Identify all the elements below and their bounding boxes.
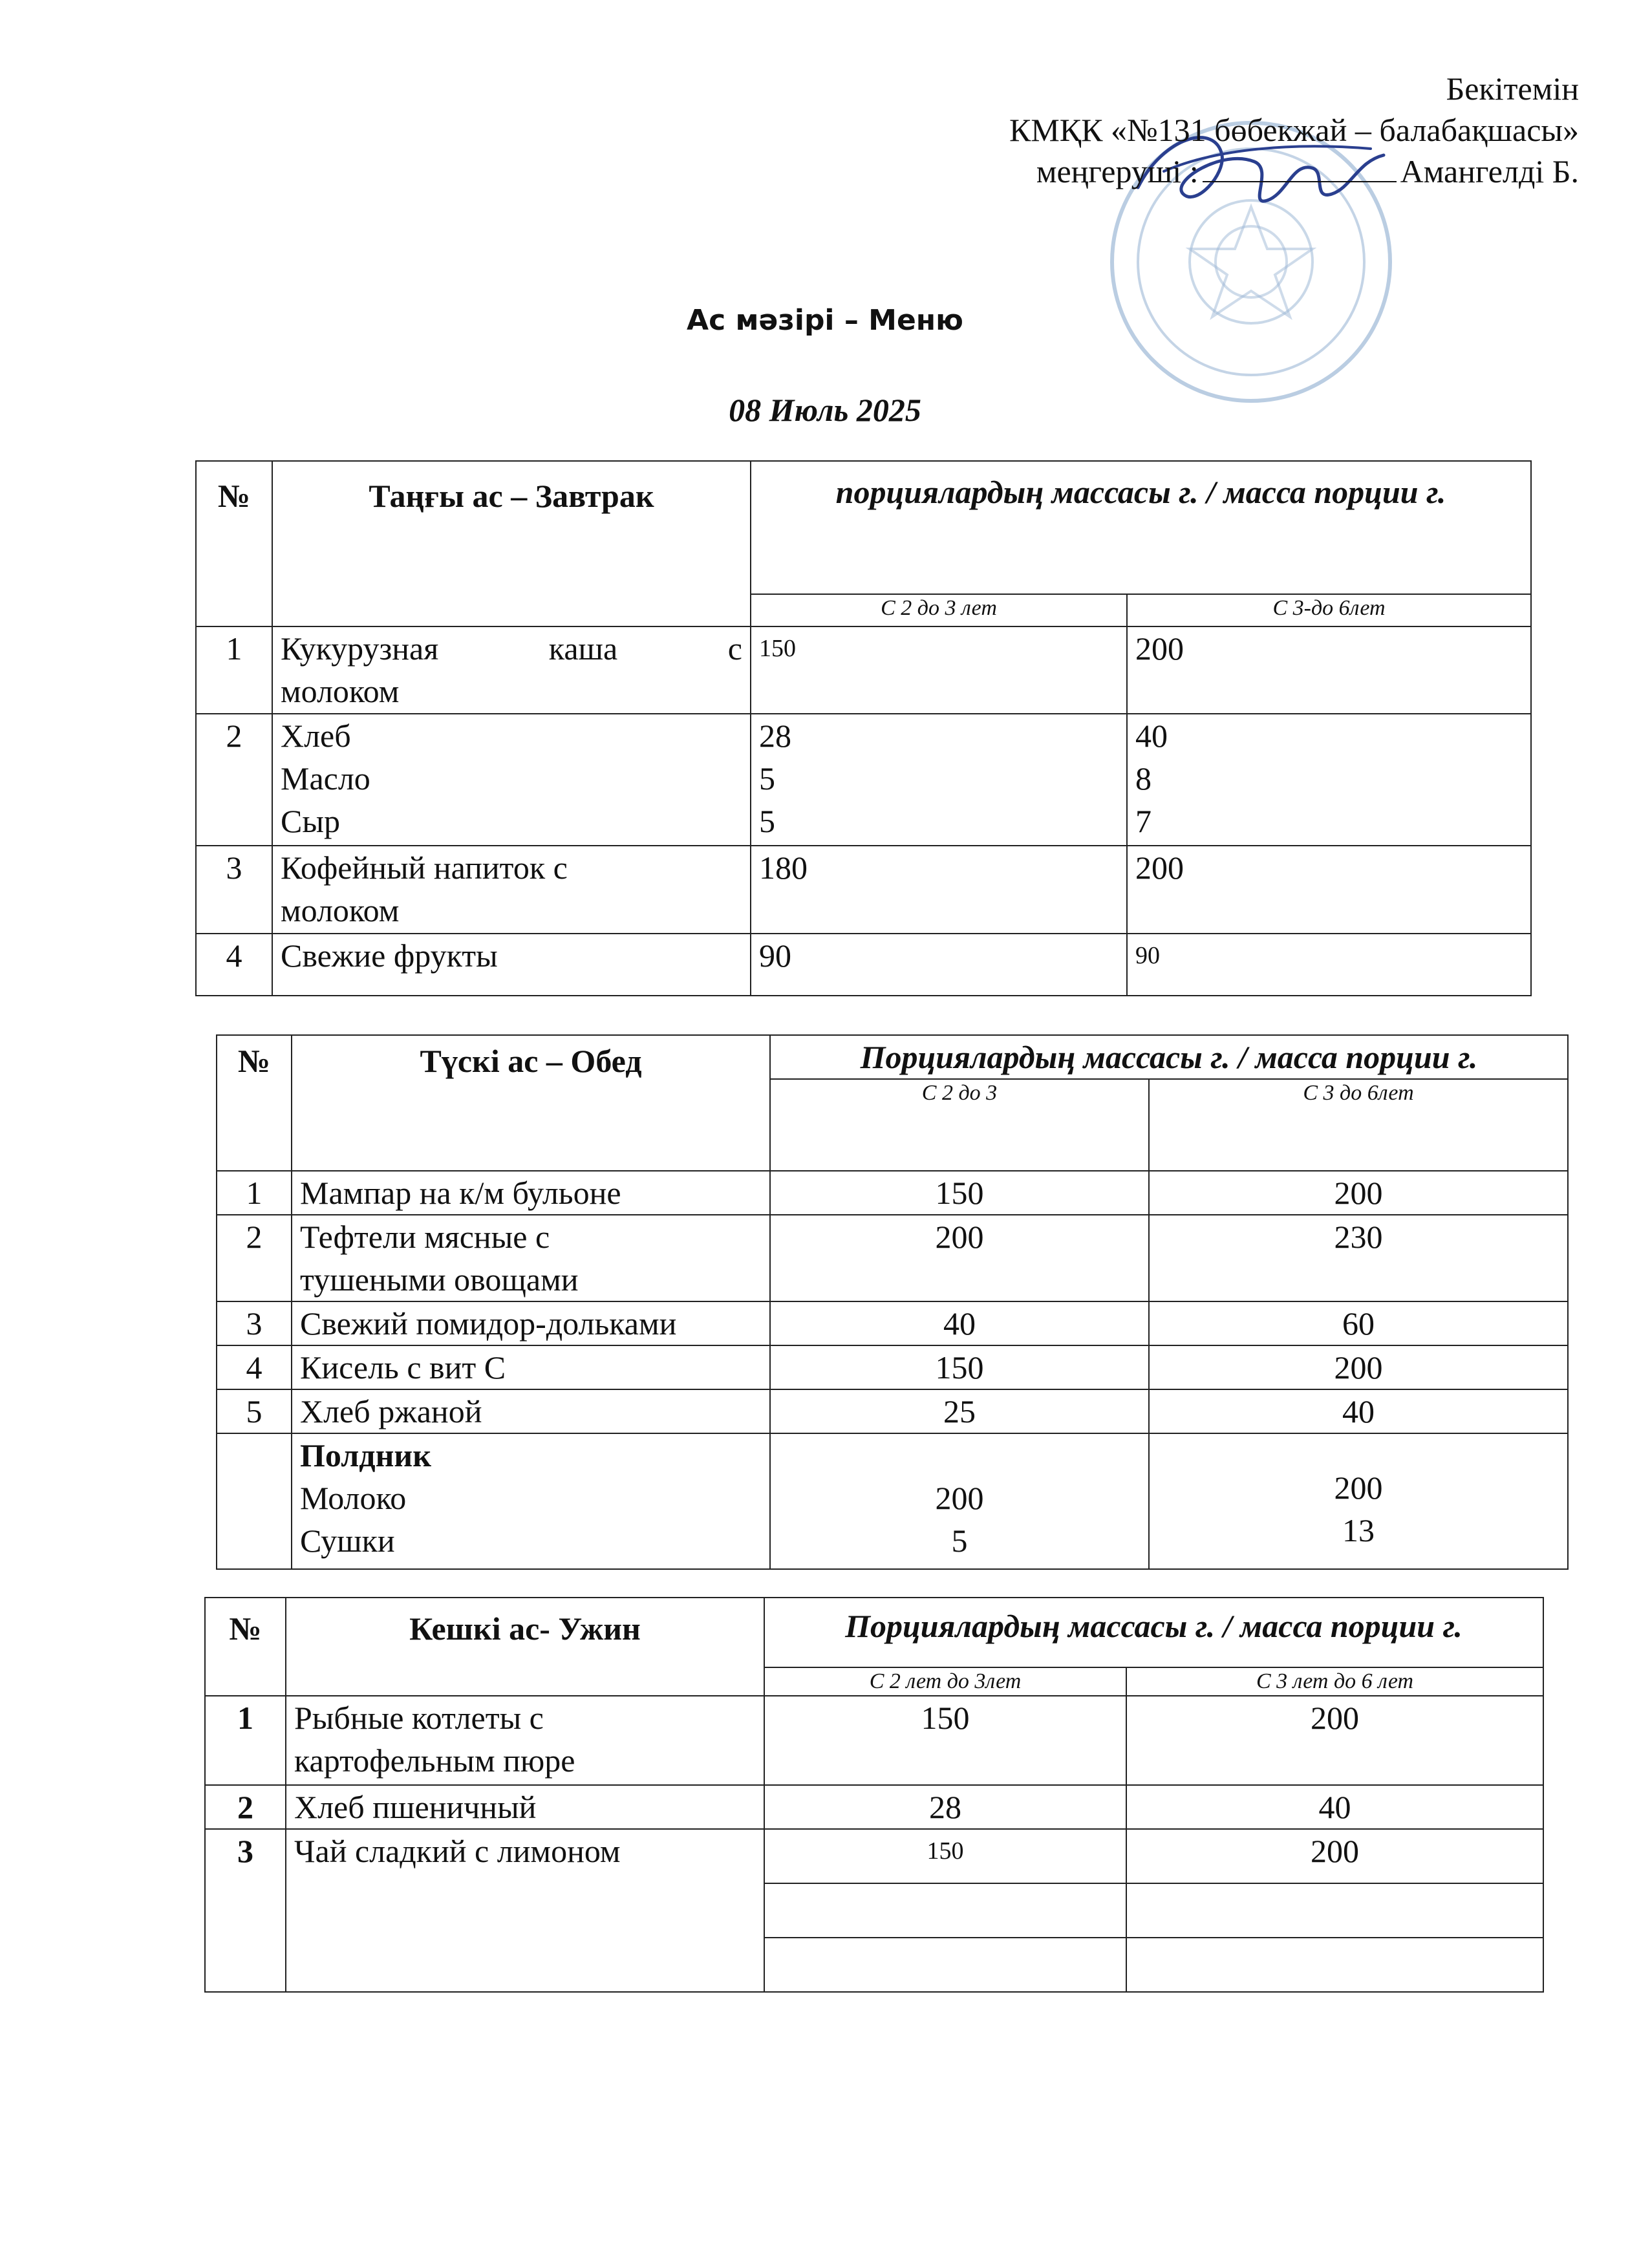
dinner-table	[204, 1597, 1544, 1993]
breakfast-table	[195, 460, 1532, 996]
empty-cell	[1126, 1938, 1543, 1992]
portion-age-1	[751, 714, 1127, 846]
dish-name	[272, 626, 751, 714]
portion-age-2: 200	[1127, 626, 1531, 714]
row-number: 2	[217, 1215, 292, 1301]
row-number: 4	[217, 1345, 292, 1389]
age-group-2-header: С 3 до 6лет	[1149, 1079, 1568, 1171]
dish-name: Свежий помидор-дольками	[292, 1301, 770, 1345]
portion-mass-header: Порциялардың массасы г. / масса порции г.	[770, 1035, 1568, 1079]
dish-item: Сушки	[300, 1523, 395, 1559]
dish-word: с	[727, 630, 742, 667]
dish-name: Чай сладкий с лимоном	[286, 1829, 764, 1992]
snack-row	[217, 1433, 1568, 1569]
portion-age-1: 200	[770, 1215, 1149, 1301]
dish-name: Хлеб ржаной	[292, 1389, 770, 1433]
dish-word: Кукурузная	[281, 630, 439, 667]
empty-cell	[764, 1883, 1126, 1938]
number-header: №	[196, 461, 272, 626]
row-number: 3	[217, 1301, 292, 1345]
portion-age-1: 150	[770, 1345, 1149, 1389]
lunch-table	[216, 1034, 1569, 1570]
table-row	[205, 1696, 1543, 1785]
age-group-2-header: С 3-до 6лет	[1127, 594, 1531, 626]
dish-item: Хлеб	[281, 718, 351, 754]
portion-age-2	[1127, 714, 1531, 846]
dish-line: Тефтели мясные с	[300, 1219, 550, 1255]
number-header: №	[217, 1035, 292, 1171]
portion-value: 40	[1135, 718, 1168, 754]
dish-word: молоком	[281, 673, 400, 709]
portion-age-2: 200	[1149, 1171, 1568, 1215]
portion-age-2: 200	[1126, 1829, 1543, 1883]
table-row	[196, 714, 1531, 846]
dish-line: Кофейный напиток с	[281, 850, 568, 886]
row-number: 5	[217, 1389, 292, 1433]
portion-value: 28	[759, 718, 791, 754]
row-number: 1	[196, 626, 272, 714]
table-row	[217, 1389, 1568, 1433]
page-title: Ас мәзірі – Меню	[687, 304, 963, 337]
portion-age-1: 28	[764, 1785, 1126, 1829]
portion-mass-header: Порциялардың массасы г. / масса порции г.	[764, 1598, 1543, 1667]
dish-line: молоком	[281, 892, 400, 928]
table-row	[205, 1829, 1543, 1883]
table-row	[217, 1215, 1568, 1301]
portion-age-1: 40	[770, 1301, 1149, 1345]
approve-word: Бекітемін	[1446, 70, 1579, 107]
dish-name: Кисель с вит С	[292, 1345, 770, 1389]
portion-age-2: 60	[1149, 1301, 1568, 1345]
portion-mass-header: порциялардың массасы г. / масса порции г.	[751, 461, 1531, 594]
dish-name: Хлеб пшеничный	[286, 1785, 764, 1829]
dish-name	[292, 1215, 770, 1301]
dish-word: каша	[548, 630, 618, 667]
row-number: 1	[205, 1696, 286, 1785]
empty-cell	[1126, 1883, 1543, 1938]
dish-name	[272, 846, 751, 934]
table-row	[196, 934, 1531, 996]
portion-age-2: 230	[1149, 1215, 1568, 1301]
organization-name: КМҚК «№131 бөбекжай – балабақшасы»	[1009, 112, 1579, 148]
dish-name	[292, 1433, 770, 1569]
dish-item: Молоко	[300, 1480, 407, 1516]
head-name: Амангелді Б.	[1400, 153, 1579, 189]
dish-item: Масло	[281, 760, 370, 797]
portion-value: 5	[951, 1523, 968, 1559]
snack-title: Полдник	[300, 1437, 432, 1473]
portion-age-2: 200	[1149, 1345, 1568, 1389]
portion-age-2	[1149, 1433, 1568, 1569]
portion-age-2: 200	[1127, 846, 1531, 934]
portion-age-1: 25	[770, 1389, 1149, 1433]
table-row	[205, 1785, 1543, 1829]
portion-age-1: 90	[751, 934, 1127, 996]
age-group-2-header: С 3 лет до 6 лет	[1126, 1667, 1543, 1696]
portion-value: 5	[759, 760, 775, 797]
age-group-1-header: С 2 лет до 3лет	[764, 1667, 1126, 1696]
portion-age-1: 150	[770, 1171, 1149, 1215]
portion-age-1: 150	[764, 1696, 1126, 1785]
row-number: 3	[205, 1829, 286, 1992]
dish-line: тушеными овощами	[300, 1261, 579, 1298]
portion-age-1: 150	[764, 1829, 1126, 1883]
row-number: 2	[205, 1785, 286, 1829]
row-number: 3	[196, 846, 272, 934]
meal-title: Түскі ас – Обед	[292, 1035, 770, 1171]
dish-line: Рыбные котлеты с	[294, 1700, 544, 1736]
number-header: №	[205, 1598, 286, 1696]
portion-age-2: 90	[1127, 934, 1531, 996]
portion-age-1: 180	[751, 846, 1127, 934]
meal-title: Таңғы ас – Завтрак	[272, 461, 751, 626]
row-number: 4	[196, 934, 272, 996]
dish-name	[272, 714, 751, 846]
age-group-1-header: С 2 до 3	[770, 1079, 1149, 1171]
dish-name: Свежие фрукты	[272, 934, 751, 996]
portion-value: 7	[1135, 803, 1152, 839]
portion-age-1: 150	[751, 626, 1127, 714]
dish-line: картофельным пюре	[294, 1742, 575, 1779]
portion-age-2: 40	[1149, 1389, 1568, 1433]
menu-date: 08 Июль 2025	[729, 392, 921, 428]
portion-value: 13	[1342, 1512, 1375, 1548]
table-row	[217, 1301, 1568, 1345]
table-row	[196, 846, 1531, 934]
head-signature-line	[1009, 151, 1579, 192]
approval-block	[1009, 68, 1579, 192]
row-number: 2	[196, 714, 272, 846]
row-number: 1	[217, 1171, 292, 1215]
table-row	[217, 1345, 1568, 1389]
empty-cell	[764, 1938, 1126, 1992]
portion-value: 8	[1135, 760, 1152, 797]
dish-name	[286, 1696, 764, 1785]
portion-age-1	[770, 1433, 1149, 1569]
portion-value: 200	[1334, 1470, 1383, 1506]
portion-value: 200	[935, 1480, 984, 1516]
dish-item: Сыр	[281, 803, 340, 839]
age-group-1-header: С 2 до 3 лет	[751, 594, 1127, 626]
dish-name: Мампар на к/м бульоне	[292, 1171, 770, 1215]
signature-underline	[1203, 155, 1397, 182]
row-number	[217, 1433, 292, 1569]
portion-value: 5	[759, 803, 775, 839]
portion-age-2: 40	[1126, 1785, 1543, 1829]
position-label: меңгеруші :	[1036, 153, 1199, 189]
meal-title: Кешкі ас- Ужин	[286, 1598, 764, 1696]
table-row	[217, 1171, 1568, 1215]
table-row	[196, 626, 1531, 714]
portion-age-2: 200	[1126, 1696, 1543, 1785]
